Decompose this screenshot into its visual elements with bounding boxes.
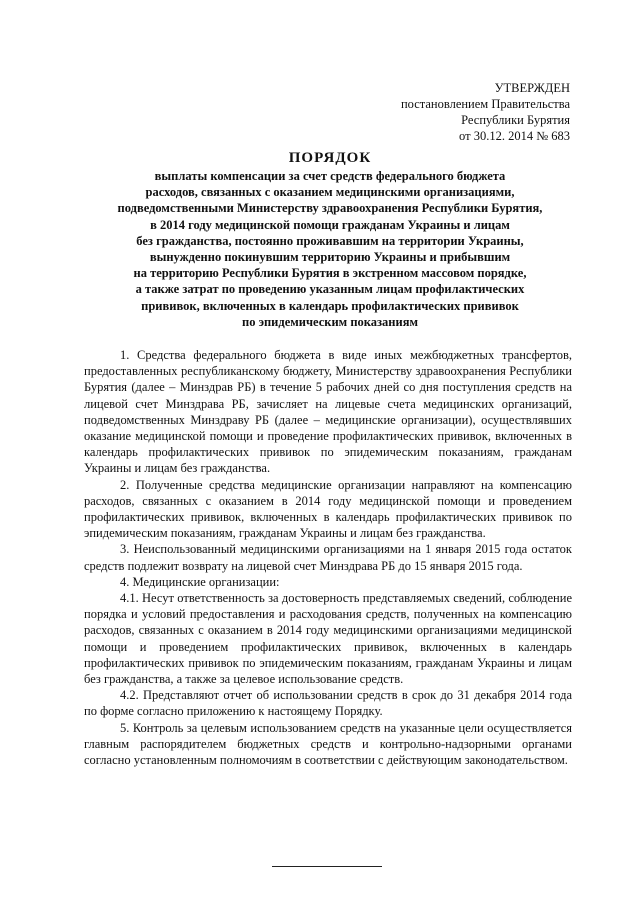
subtitle-line: прививок, включенных в календарь профилактических прививок xyxy=(141,298,519,313)
subtitle-line: на территорию Республики Бурятия в экстренном массовом порядке, xyxy=(133,266,527,281)
end-divider xyxy=(272,866,382,867)
paragraph-4-1: 4.1. Несут ответственность за достоверность представляемых сведений, соблюдение порядка и условий предоставления и расходования средств, полученных на компенсацию расходов, связанных с оказанием в 2014 году медицинскими организациями медицинской помощи и проведением профилактических прививок, включенных в календарь профилактических прививок по эпидемическим показаниям, гражданам Украины и лицам без гражданства, а также за целевое использование средств. xyxy=(84,591,572,687)
subtitle-line: без гражданства, постоянно проживавшим на территории Украины, xyxy=(136,233,524,248)
document-title: ПОРЯДОК xyxy=(288,150,372,166)
paragraph-5: 5. Контроль за целевым использованием средств на указанные цели осуществляется главным распорядителем бюджетных средств и контрольно-надзорными органами согласно установленным полномочиям в соответствии с действующим законодательством. xyxy=(84,720,572,768)
subtitle-line: подведомственными Министерству здравоохранения Республики Бурятия, xyxy=(117,201,543,216)
paragraph-3: 3. Неиспользованный медицинскими организациями на 1 января 2015 года остаток средств подлежит возврату на лицевой счет Минздрава РБ до 15 января 2015 года. xyxy=(84,542,572,573)
approval-status: УТВЕРЖДЕН xyxy=(494,81,570,95)
subtitle-line: а также затрат по проведению указанным лицам профилактических xyxy=(135,282,525,297)
subtitle-line: по эпидемическим показаниям xyxy=(242,314,418,329)
paragraph-4-2: 4.2. Представляют отчет об использовании средств в срок до 31 декабря 2014 года по форме согласно приложению к настоящему Порядку. xyxy=(84,688,572,719)
subtitle-line: в 2014 году медицинской помощи гражданам Украины и лицам xyxy=(150,217,510,232)
subtitle-line: выплаты компенсации за счет средств федерального бюджета xyxy=(154,169,506,183)
subtitle-line: вынужденно покинувшим территорию Украины и прибывшим xyxy=(149,250,511,265)
subtitle-line: расходов, связанных с оказанием медицинскими организациями, xyxy=(145,185,515,200)
paragraph-2: 2. Полученные средства медицинские организации направляют на компенсацию расходов, связанных с оказанием в 2014 году медицинской помощи и проведением профилактических прививок, включенных в календарь профилактических прививок по эпидемическим показаниям, гражданам Украины и лицам без гражданства. xyxy=(84,477,572,541)
approval-date-number: от 30.12. 2014 № 683 xyxy=(459,129,570,143)
approval-government: Республики Бурятия xyxy=(461,113,570,127)
document-body xyxy=(84,347,572,768)
approval-resolution: постановлением Правительства xyxy=(400,97,570,111)
document-subtitle xyxy=(60,168,600,330)
paragraph-1: 1. Средства федерального бюджета в виде иных межбюджетных трансфертов, предоставленных республиканскому бюджету, Министерству здравоохранения Республики Бурятия (далее – Минздрав РБ) в течение 5 рабочих дней со дня поступления средств на лицевой счет Минздрава РБ, зачисляет на лицевые счета медицинских организаций, подведомственных Минздраву РБ (далее – медицинские организации), осуществлявших оказание медицинской помощи и проведение профилактических прививок, включенных в календарь профилактических прививок по эпидемическим показаниям, гражданам Украины и лицам без гражданства. xyxy=(84,348,572,476)
approval-block xyxy=(401,80,570,144)
paragraph-4: 4. Медицинские организации: xyxy=(120,574,280,589)
